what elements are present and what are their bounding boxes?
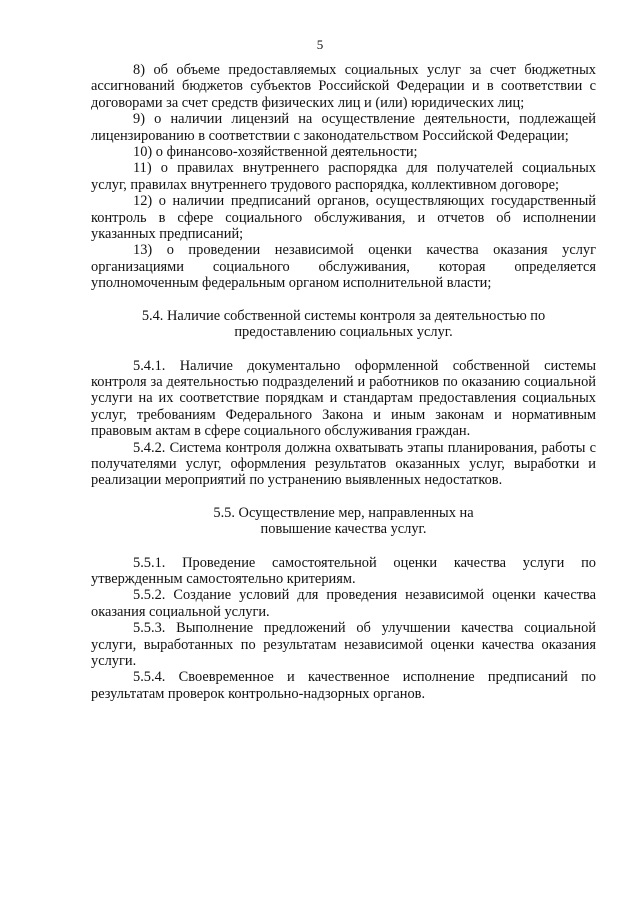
list-item: 9) о наличии лицензий на осуществление деятельности, подлежащей лицензированию в соответствии с законодательством Российской Федерации; (91, 111, 596, 144)
page-number: 5 (316, 37, 324, 52)
list-item: 11) о правилах внутреннего распорядка для получателей социальных услуг, правилах внутреннего трудового распорядка, коллективном договоре; (91, 160, 596, 193)
paragraph-5-4-1: 5.4.1. Наличие документально оформленной собственной системы контроля за деятельностью подразделений и работников по оказанию социальной услуги на их соответствие порядкам и стандартам предоставления социальных услуг, требованиям Федерального Закона и иным законам и нормативным правовым актам в сфере социального обслуживания граждан. (91, 357, 596, 440)
section-heading-5-5: 5.5. Осуществление мер, направленных на повышение качества услуг. (213, 504, 474, 538)
list-item: 12) о наличии предписаний органов, осуществляющих государственный контроль в сфере социального обслуживания, и отчетов об исполнении указанных предписаний; (91, 193, 596, 243)
paragraph-5-5-4: 5.5.4. Своевременное и качественное исполнение предписаний по результатам проверок контрольно-надзорных органов. (91, 669, 596, 702)
document-body (91, 62, 596, 702)
list-item: 8) об объеме предоставляемых социальных услуг за счет бюджетных ассигнований бюджетов субъектов Российской Федерации и в соответствии с договорами за счет средств физических лиц и (или) юридических лиц; (91, 62, 596, 111)
paragraph-5-5-3: 5.5.3. Выполнение предложений об улучшении качества социальной услуги, выработанных по результатам независимой оценки качества оказания услуги. (91, 620, 596, 669)
paragraph-5-5-2: 5.5.2. Создание условий для проведения независимой оценки качества оказания социальной услуги. (91, 587, 596, 620)
paragraph-5-4-2: 5.4.2. Система контроля должна охватывать этапы планирования, работы с получателями услуг, оформления результатов оказанных услуг, выработки и реализации мероприятий по устранению выявленных недостатков. (91, 439, 596, 489)
paragraph-5-5-1: 5.5.1. Проведение самостоятельной оценки качества услуги по утвержденным самостоятельно критериям. (91, 554, 596, 587)
list-item: 10) о финансово-хозяйственной деятельности; (133, 144, 418, 161)
list-item: 13) о проведении независимой оценки качества оказания услуг организациями социального обслуживания, которая определяется уполномоченным федеральным органом исполнительной власти; (91, 242, 596, 292)
section-heading-5-4: 5.4. Наличие собственной системы контроля за деятельностью по предоставлению социальных услуг. (141, 307, 546, 341)
